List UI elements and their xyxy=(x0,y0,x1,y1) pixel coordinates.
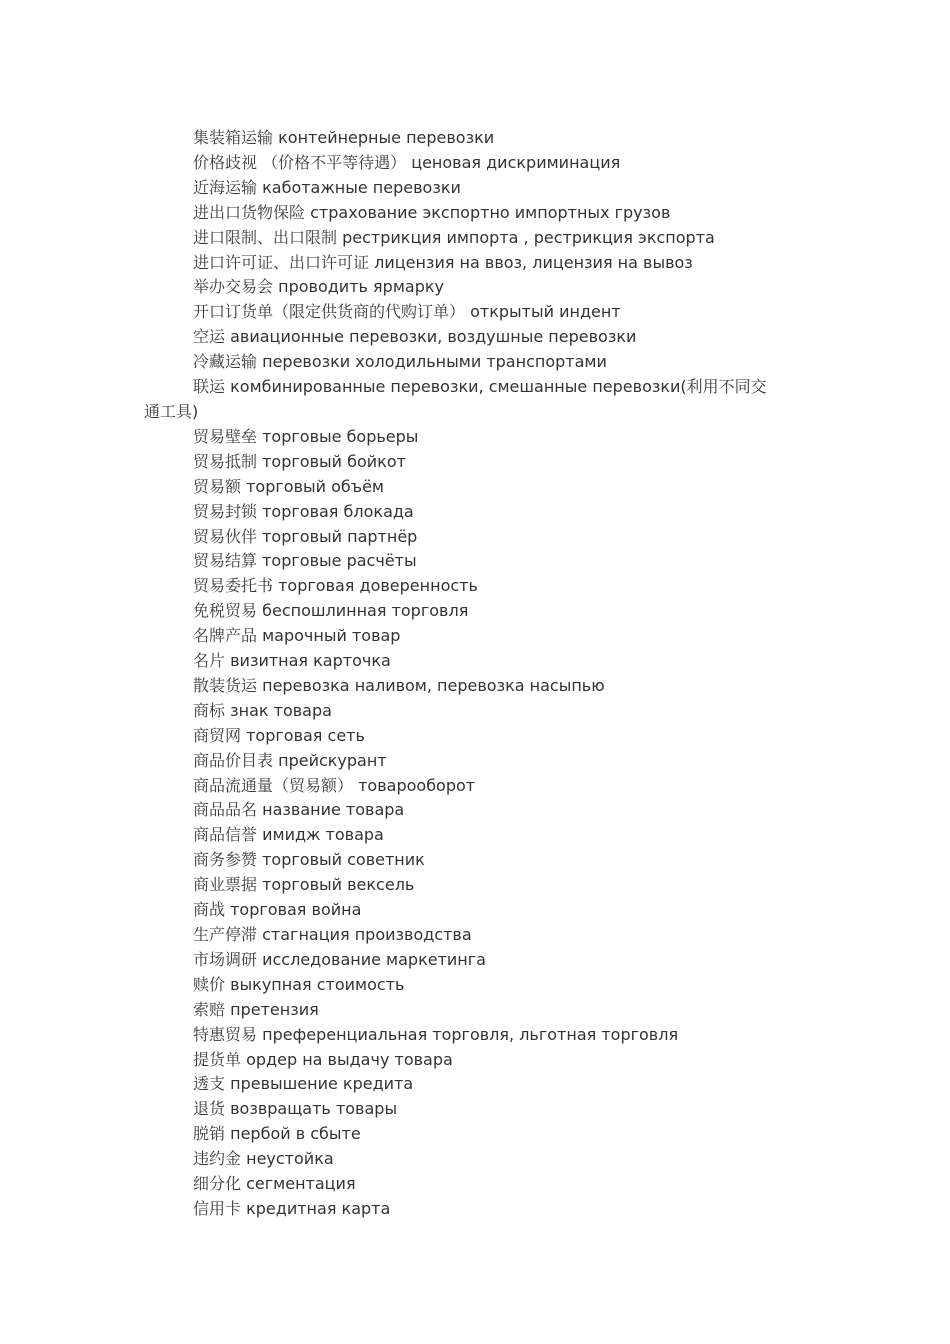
glossary-entry xyxy=(144,1023,804,1048)
glossary-entry xyxy=(144,649,804,674)
russian-term: кредитная карта xyxy=(246,1198,391,1218)
chinese-term: 名片 xyxy=(193,651,226,671)
russian-term: перевозка наливом, перевозка насыпью xyxy=(262,675,605,695)
chinese-term: 商品品名 xyxy=(193,800,258,820)
chinese-term: 退货 xyxy=(193,1099,226,1119)
chinese-term: 开口订货单（限定供货商的代购订单） xyxy=(193,302,466,322)
chinese-term: 冷藏运输 xyxy=(193,352,258,372)
chinese-term: 名牌产品 xyxy=(193,626,258,646)
russian-term: торговый партнёр xyxy=(262,526,418,546)
russian-term: авиационные перевозки, воздушные перевозки xyxy=(230,327,637,347)
chinese-term: 商战 xyxy=(193,900,226,920)
glossary-entry xyxy=(144,475,804,500)
russian-term: товарооборот xyxy=(358,775,476,795)
russian-term: беспошлинная торговля xyxy=(262,601,469,621)
russian-term: каботажные перевозки xyxy=(262,177,461,197)
chinese-note-continued: 通工具 xyxy=(144,401,193,421)
russian-term: перевозки холодильными транспортами xyxy=(262,352,607,372)
glossary-entry xyxy=(144,923,804,948)
glossary-entry xyxy=(144,1147,804,1172)
russian-term: пербой в сбыте xyxy=(230,1124,361,1144)
russian-term: марочный товар xyxy=(262,626,401,646)
russian-term: торговый объём xyxy=(246,476,384,496)
russian-term: визитная карточка xyxy=(230,651,391,671)
entry-line-1 xyxy=(144,375,804,400)
chinese-term: 联运 xyxy=(193,377,226,397)
chinese-term: 进口许可证、出口许可证 xyxy=(193,252,370,272)
chinese-term: 贸易封锁 xyxy=(193,501,258,521)
russian-term: знак товара xyxy=(230,700,332,720)
chinese-term: 违约金 xyxy=(193,1149,242,1169)
chinese-term: 贸易结算 xyxy=(193,551,258,571)
glossary-entry xyxy=(144,898,804,923)
chinese-term: 特惠贸易 xyxy=(193,1024,258,1044)
chinese-term: 贸易额 xyxy=(193,476,242,496)
chinese-term: 商品流通量（贸易额） xyxy=(193,775,354,795)
glossary-entry xyxy=(144,1072,804,1097)
russian-term: торговый бойкот xyxy=(262,451,406,471)
chinese-term: 生产停滞 xyxy=(193,925,258,944)
chinese-term: 贸易壁垒 xyxy=(193,426,258,446)
chinese-term: 价格歧视 （价格不平等待遇） xyxy=(193,152,407,172)
chinese-term: 透支 xyxy=(193,1074,226,1094)
glossary-entry xyxy=(144,774,804,799)
chinese-term: 举办交易会 xyxy=(193,277,274,297)
chinese-term: 贸易伙伴 xyxy=(193,526,258,546)
russian-term: торговая война xyxy=(230,900,362,920)
russian-term: превышение кредита xyxy=(230,1074,414,1094)
russian-term: торговая доверенность xyxy=(278,576,478,596)
russian-term: выкупная стоимость xyxy=(230,974,405,994)
chinese-term: 商品价目表 xyxy=(193,750,274,770)
glossary-entry xyxy=(144,674,804,699)
chinese-term: 集装箱运输 xyxy=(193,128,274,147)
entry-line-2 xyxy=(144,400,804,425)
chinese-term: 商务参赞 xyxy=(193,850,258,870)
glossary-entry xyxy=(144,325,804,350)
glossary-entry xyxy=(144,525,804,550)
glossary-entry xyxy=(144,724,804,749)
russian-term: возвращать товары xyxy=(230,1099,398,1119)
russian-term: комбинированные перевозки, смешанные перевозки( xyxy=(230,377,687,397)
glossary-entry xyxy=(144,574,804,599)
closing-paren: ) xyxy=(192,401,199,421)
glossary-entry xyxy=(144,226,804,251)
chinese-term: 商业票据 xyxy=(193,875,258,895)
russian-term: рестрикция импорта , рестрикция экспорта xyxy=(342,227,715,247)
chinese-term: 细分化 xyxy=(193,1174,242,1194)
chinese-term: 商贸网 xyxy=(193,725,242,745)
chinese-term: 近海运输 xyxy=(193,177,258,197)
chinese-term: 贸易抵制 xyxy=(193,451,258,471)
chinese-term: 赎价 xyxy=(193,974,226,994)
glossary-entry xyxy=(144,201,804,226)
russian-term: торговый вексель xyxy=(262,875,415,895)
glossary-entry xyxy=(144,176,804,201)
glossary-entry xyxy=(144,699,804,724)
russian-term: имидж товара xyxy=(262,825,384,845)
russian-term: торговая блокада xyxy=(262,501,414,521)
chinese-term: 进口限制、出口限制 xyxy=(193,227,338,247)
glossary-entry xyxy=(144,948,804,973)
russian-term: торговые борьеры xyxy=(262,426,419,446)
chinese-term: 商标 xyxy=(193,700,226,720)
russian-term: преференциальная торговля, льготная торговля xyxy=(262,1024,679,1044)
glossary-entry xyxy=(144,126,804,151)
glossary-entry xyxy=(144,151,804,176)
russian-term: торговые расчёты xyxy=(262,551,417,571)
chinese-term: 商品信誉 xyxy=(193,825,258,845)
russian-term: неустойка xyxy=(246,1149,334,1169)
glossary-entry xyxy=(144,1097,804,1122)
glossary-entry xyxy=(144,375,804,425)
glossary-entry xyxy=(144,1048,804,1073)
glossary-entry xyxy=(144,450,804,475)
glossary-list xyxy=(144,126,804,1222)
russian-term: претензия xyxy=(230,999,319,1019)
russian-term: прейскурант xyxy=(278,750,387,770)
glossary-entry xyxy=(144,350,804,375)
russian-term: лицензия на ввоз, лицензия на вывоз xyxy=(374,252,693,272)
chinese-term: 市场调研 xyxy=(193,949,258,969)
chinese-term: 贸易委托书 xyxy=(193,576,274,596)
glossary-entry xyxy=(144,973,804,998)
russian-term: сегментация xyxy=(246,1174,356,1194)
glossary-entry xyxy=(144,500,804,525)
russian-term: проводить ярмарку xyxy=(278,277,444,297)
glossary-entry xyxy=(144,624,804,649)
glossary-entry xyxy=(144,1122,804,1147)
chinese-note: 利用不同交 xyxy=(686,377,767,397)
russian-term: контейнерные перевозки xyxy=(278,128,495,147)
glossary-entry xyxy=(144,275,804,300)
glossary-entry xyxy=(144,823,804,848)
glossary-entry xyxy=(144,998,804,1023)
glossary-entry xyxy=(144,848,804,873)
glossary-entry xyxy=(144,873,804,898)
chinese-term: 进出口货物保险 xyxy=(193,202,306,222)
glossary-entry xyxy=(144,749,804,774)
glossary-entry xyxy=(144,599,804,624)
chinese-term: 索赔 xyxy=(193,999,226,1019)
chinese-term: 脱销 xyxy=(193,1124,226,1144)
glossary-entry xyxy=(144,251,804,276)
russian-term: ордер на выдачу товара xyxy=(246,1049,453,1069)
glossary-entry xyxy=(144,1172,804,1197)
chinese-term: 散装货运 xyxy=(193,675,258,695)
russian-term: страхование экспортно импортных грузов xyxy=(310,202,671,222)
glossary-entry xyxy=(144,425,804,450)
russian-term: открытый индент xyxy=(470,302,621,322)
glossary-entry xyxy=(144,798,804,823)
chinese-term: 免税贸易 xyxy=(193,601,258,621)
glossary-entry xyxy=(144,549,804,574)
chinese-term: 信用卡 xyxy=(193,1198,242,1218)
russian-term: название товара xyxy=(262,800,405,820)
glossary-entry xyxy=(144,1197,804,1222)
chinese-term: 提货单 xyxy=(193,1049,242,1069)
glossary-entry xyxy=(144,300,804,325)
russian-term: торговый советник xyxy=(262,850,425,870)
russian-term: стагнация производства xyxy=(262,925,472,944)
russian-term: ценовая дискриминация xyxy=(411,152,621,172)
russian-term: исследование маркетинга xyxy=(262,949,486,969)
russian-term: торговая сеть xyxy=(246,725,365,745)
chinese-term: 空运 xyxy=(193,327,226,347)
